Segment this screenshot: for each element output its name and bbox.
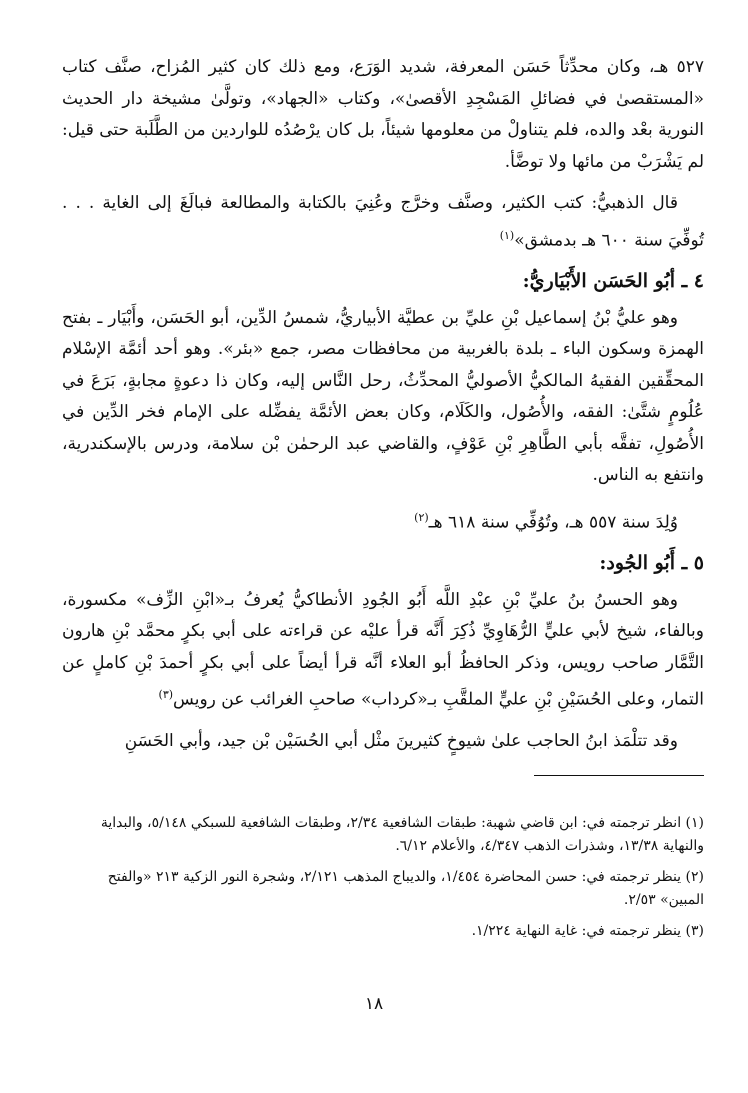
section-heading-abu-aljud: ٥ ـ أَبُو الجُود:: [599, 551, 704, 574]
main-text: [62, 52, 704, 758]
paragraph-teachers: وقد تتلْمَذ ابنُ الحاجب علىٰ شيوخٍ كثيرينَ مثْل أبي الحُسَيْن بْن جيد، وأبي الحَسَنِ: [124, 731, 678, 752]
paragraph-dhahabi-quote: [62, 188, 704, 257]
page-number: ١٨: [364, 994, 384, 1014]
footnote-2: (٢) ينظر ترجمته في: حسن المحاضرة ١/٤٥٤، والديباج المذهب ٢/١٢١، وشجرة النور الزكية ٢١٣ «والفتح المبين» ٢/٥٣.: [107, 869, 704, 908]
paragraph-abyari-bio: وهو عليُّ بْنُ إسماعيل بْنِ عليِّ بن عطيَّة الأبياريُّ، شمسُ الدِّين، أبو الحَسَن، وأَبْيَار ـ بفتح الهمزة وسكون الباء ـ بلدة بالغربية من محافظات مصر، جمع «بئر». وهو أحد أئمَّة الإسْلام المحقِّقين الفقيهُ المالكيُّ الأصوليُّ المحدِّثُ، رحل النَّاس إليه، وكان ذا دعوةٍ مجابةٍ، بَرَعَ في عُلُومٍ شتَّىٰ: الفقه، والأُصُول، والكَلَام، وكان بعض الأئمَّة يفضِّله على الإمام فخر الدِّين في الأُصُولِ، تفقَّه بأبي الطَّاهِرِ بْنِ عَوْفٍ، والقاضي عبد الرحمٰن بْن سلامة، ودرس بالإسكندرية، وانتفع به الناس.: [62, 307, 704, 486]
footnote-ref-2: (٢): [414, 510, 429, 524]
paragraph-abu-aljud-bio: [62, 585, 704, 717]
paragraph-continuation: ٥٢٧ هـ، وكان محدِّثاً حَسَن المعرفة، شديد الوَرَع، ومع ذلك كان كثير المُزاح، صنَّف كتاب «المستقصىٰ في فضائلِ المَسْجِدِ الأقصىٰ»، وكتاب «الجهاد»، وتولَّىٰ مشيخة دار الحديث النورية بعْد والده، فلم يتناولْ من معلومها شيئاً، بل كان يرْصُدُه للواردين من الطَّلَبة حتى قيل: لم يَشْرَبْ من مائها ولا توضَّأ.: [61, 57, 704, 172]
dates-text: وُلِدَ سنة ٥٥٧ هـ، وتُوُفِّي سنة ٦١٨ هـ: [428, 512, 678, 533]
footnote-3: (٣) ينظر ترجمته في: غاية النهاية ١/٢٢٤.: [471, 923, 704, 939]
paragraph-abyari-dates: [62, 502, 704, 539]
footnote-ref-3: (٣): [158, 688, 174, 702]
footnote-ref-1: (١): [499, 228, 515, 242]
quote-text: قال الذهبيُّ: كتب الكثير، وصنَّف وخرَّج وعُنِيَ بالكتابة والمطالعة فبالَغَ إلى الغاية . . . تُوفِّيَ سنة ٦٠٠ هـ بدمشق»: [62, 193, 704, 251]
section-heading-abyari: ٤ ـ أبُو الحَسَن الأَبْيَاريُّ:: [522, 269, 704, 292]
footnotes: [62, 812, 704, 951]
bio-text: وهو الحسنُ بنُ عليِّ بْنِ عبْدِ اللَّه أَبُو الجُودِ الأنطاكيُّ يُعرفُ بـ«ابْنِ الزِّف» مكسورة، وبالفاء، شيخ لأبي عليٍّ الرُّهَاوِيِّ ذُكِرَ أَنَّه قرأ عليْه عن قراءته على أبي بكرٍ محمَّد بْنِ هارون التَّمَّار صاحب رويس، وذكر الحافظُ أبو العلاء أنَّه قرأ أيضاً على أبي بكرٍ أحمدَ بْنِ كاملٍ عن التمار، وعلى الحُسَيْنِ بْنِ عليٍّ الملقَّبِ بـ«كرداب» صاحبِ الغرائب عن رويس: [62, 589, 704, 710]
footnote-1: (١) انظر ترجمته في: ابن قاضي شهبة: طبقات الشافعية ٢/٣٤، وطبقات الشافعية للسبكي ٥/١٤٨، والبداية والنهاية ١٣/٣٨، وشذرات الذهب ٤/٣٤٧، والأعلام ٦/١٢.: [100, 815, 704, 854]
footnote-divider: [534, 775, 704, 776]
